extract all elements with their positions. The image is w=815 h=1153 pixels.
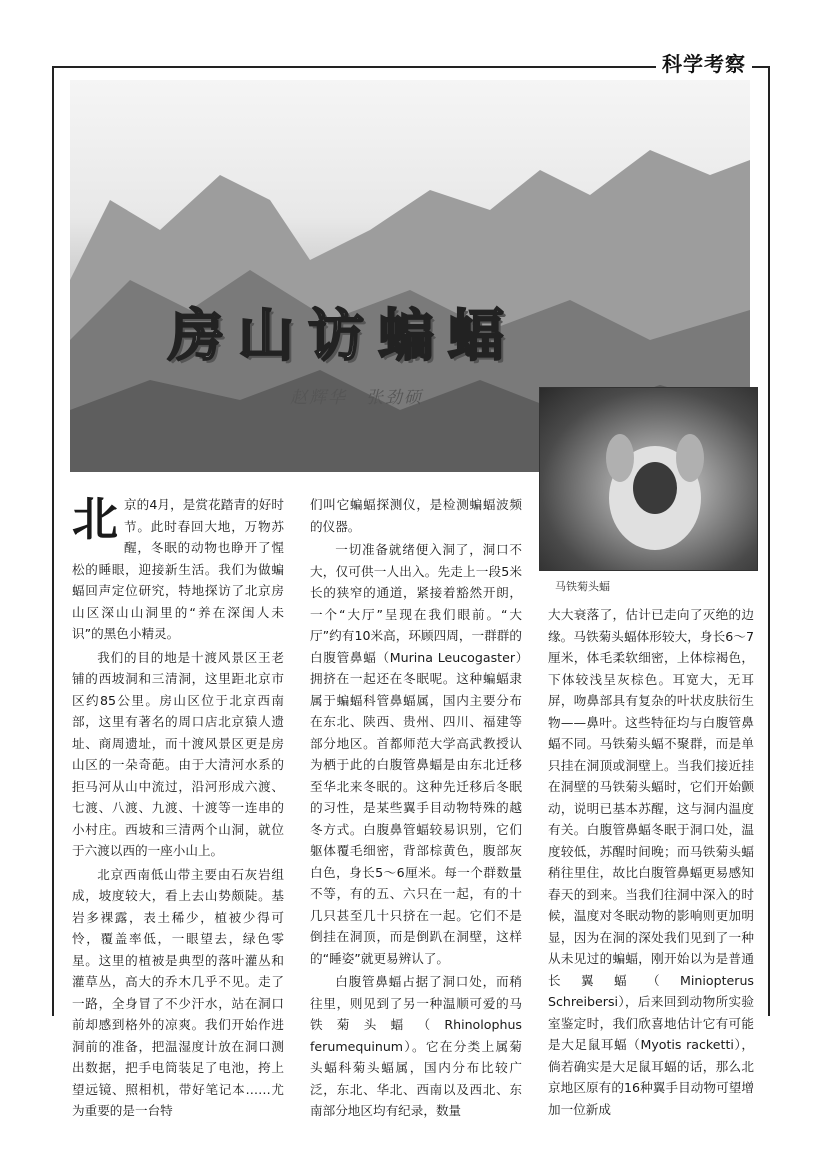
article-authors: 赵辉华 张劲硕	[290, 388, 423, 408]
bat-illustration	[540, 388, 757, 570]
text-column-2	[310, 494, 522, 1124]
section-tag: 科学考察	[656, 48, 752, 77]
paragraph: 北京的4月，是赏花踏青的好时节。此时春回大地，万物苏醒，冬眠的动物也睁开了惺松的睡眼，迎接新生活。我们为做蝙蝠回声定位研究，特地探访了北京房山区深山山洞里的“养在深闺人未识”的黑色小精灵。	[72, 492, 284, 641]
article-title: 房山访蝙蝠	[168, 303, 518, 369]
paragraph: 大大衰落了，估计已走向了灭绝的边缘。马铁菊头蝠体形较大，身长6～7厘米，体毛柔软细密，上体棕褐色，下体较浅呈灰棕色。耳宽大，无耳屏，吻鼻部具有复杂的叶状皮肤衍生物——鼻叶。这些特征均与白腹管鼻蝠不同。马铁菊头蝠不聚群，而是单只挂在洞顶或洞壁上。当我们接近挂在洞壁的马铁菊头蝠时，它们开始颤动，说明已基本苏醒，这与洞内温度有关。白腹管鼻蝠冬眠于洞口处，温度较低，苏醒时间晚；而马铁菊头蝠稍往里住，故比白腹管鼻蝠更易感知春天的到来。当我们往洞中深入的时候，温度对冬眠动物的影响则更加明显，因为在洞的深处我们见到了一种从未见过的蝙蝠，刚开始以为是普通长翼蝠（Miniopterus Schreibersi），后来回到动物所实验室鉴定时，我们欣喜地估计它有可能是大足鼠耳蝠（Myotis racketti），倘若确实是大足鼠耳蝠的话，那么北京地区原有的16种翼手目动物可望增加一位新成	[548, 607, 754, 1117]
text-column-1	[72, 494, 284, 1124]
frame-right-rule	[768, 66, 770, 1016]
frame-left-rule	[52, 66, 54, 1016]
drop-cap: 北	[72, 492, 118, 546]
bat-photo	[539, 387, 758, 571]
paragraph: 一切准备就绪便入洞了，洞口不大，仅可供一人出入。先走上一段5米长的狭窄的通道，紧接着豁然开朗，一个“大厅”呈现在我们眼前。“大厅”约有10米高，环顾四周，一群群的白腹管鼻蝠（Murina Leucogaster）拥挤在一起还在冬眠呢。这种蝙蝠隶属于蝙蝠科管鼻蝠属，国内主要分布在东北、陕西、贵州、四川、福建等部分地区。首都师范大学高武教授认为栖于此的白腹管鼻蝠是由东北迁移至华北来冬眠的。这种先迁移后冬眠的习性，是某些翼手目动物特殊的越冬方式。白腹鼻管蝠较易识别，它们躯体覆毛细密，背部棕黄色，腹部灰白色，身长5～6厘米。每一个群数量不等，有的五、六只在一起，有的十几只甚至几十只挤在一起。它们不是倒挂在洞顶，而是倒趴在洞壁，这样的“睡姿”就更易辨认了。	[310, 542, 522, 966]
paragraph: 们叫它蝙蝠探测仪，是检测蝙蝠波频的仪器。	[310, 497, 522, 534]
text-column-3	[548, 604, 754, 1122]
paragraph: 北京西南低山带主要由石灰岩组成，坡度较大，看上去山势颇陡。基岩多裸露，表土稀少，植被少得可怜，覆盖率低，一眼望去，绿色零星。这里的植被是典型的落叶灌丛和灌草丛，高大的乔木几乎不见。走了一路，全身冒了不少汗水，站在洞口前却感到格外的凉爽。我们开始作进洞前的准备，把温湿度计放在洞口测出数据，把手电筒装足了电池，挎上望远镜、照相机，带好笔记本……尤为重要的是一台特	[72, 866, 284, 1118]
photo-caption: 马铁菊头蝠	[555, 580, 610, 593]
paragraph: 白腹管鼻蝠占据了洞口处，而稍往里，则见到了另一种温顺可爱的马铁菊头蝠（Rhinolophus ferumequinum）。它在分类上属菊头蝠科菊头蝠属，国内分布比较广泛，东北、华北、西南以及西北、东南部分地区均有纪录，数量	[310, 974, 522, 1118]
paragraph: 我们的目的地是十渡风景区王老铺的西坡洞和三清洞，这里距北京市区约85公里。房山区位于北京西南部，这里有著名的周口店北京猿人遗址、商周遗址，而十渡风景区更是房山区的一朵奇葩。由于大清河水系的拒马河从山中流过，沿河形成六渡、七渡、八渡、九渡、十渡等一连串的小村庄。西坡和三清两个山洞，就位于六渡以西的一座小山上。	[72, 649, 284, 858]
